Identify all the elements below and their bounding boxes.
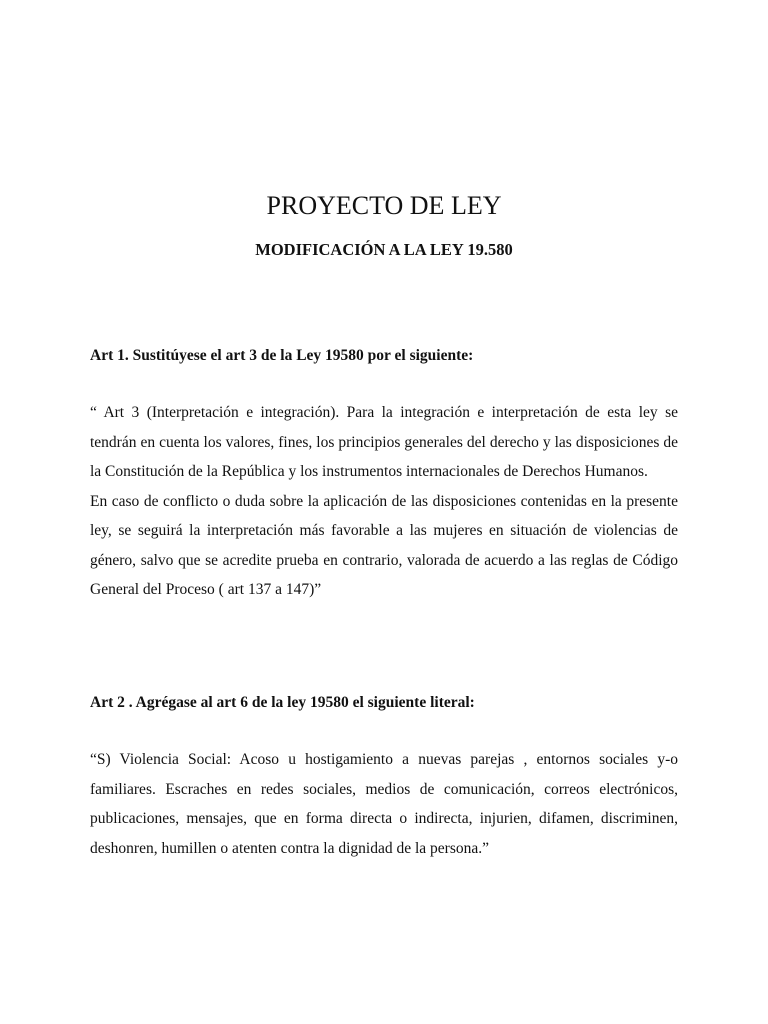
document-title: PROYECTO DE LEY xyxy=(266,191,502,220)
article-1-paragraph-2: En caso de conflicto o duda sobre la aplicación de las disposiciones contenidas en la presente ley, se seguirá la interpretación más favorable a las mujeres en situación de violencias de género, salvo que se acredite prueba en contrario, valorada de acuerdo a las reglas de Código General del Proceso ( art 137 a 147)” xyxy=(90,492,678,598)
article-1-heading: Art 1. Sustitúyese el art 3 de la Ley 19580 por el siguiente: xyxy=(90,347,474,364)
article-1-body xyxy=(90,398,678,605)
article-1-paragraph-1: “ Art 3 (Interpretación e integración). Para la integración e interpretación de esta ley se tendrán en cuenta los valores, fines, los principios generales del derecho y las disposiciones de la Constitución de la República y los instrumentos internacionales de Derechos Humanos. xyxy=(90,404,678,480)
article-2-heading: Art 2 . Agrégase al art 6 de la ley 19580 el siguiente literal: xyxy=(90,694,475,711)
article-2-paragraph-1: “S) Violencia Social: Acoso u hostigamiento a nuevas parejas , entornos sociales y-o familiares. Escraches en redes sociales, medios de comunicación, correos electrónicos, publicaciones, mensajes, que en forma directa o indirecta, injurien, difamen, discriminen, deshonren, humillen o atenten contra la dignidad de la persona.” xyxy=(90,751,678,857)
document-subtitle: MODIFICACIÓN A LA LEY 19.580 xyxy=(255,240,513,259)
article-2-body xyxy=(90,745,678,863)
